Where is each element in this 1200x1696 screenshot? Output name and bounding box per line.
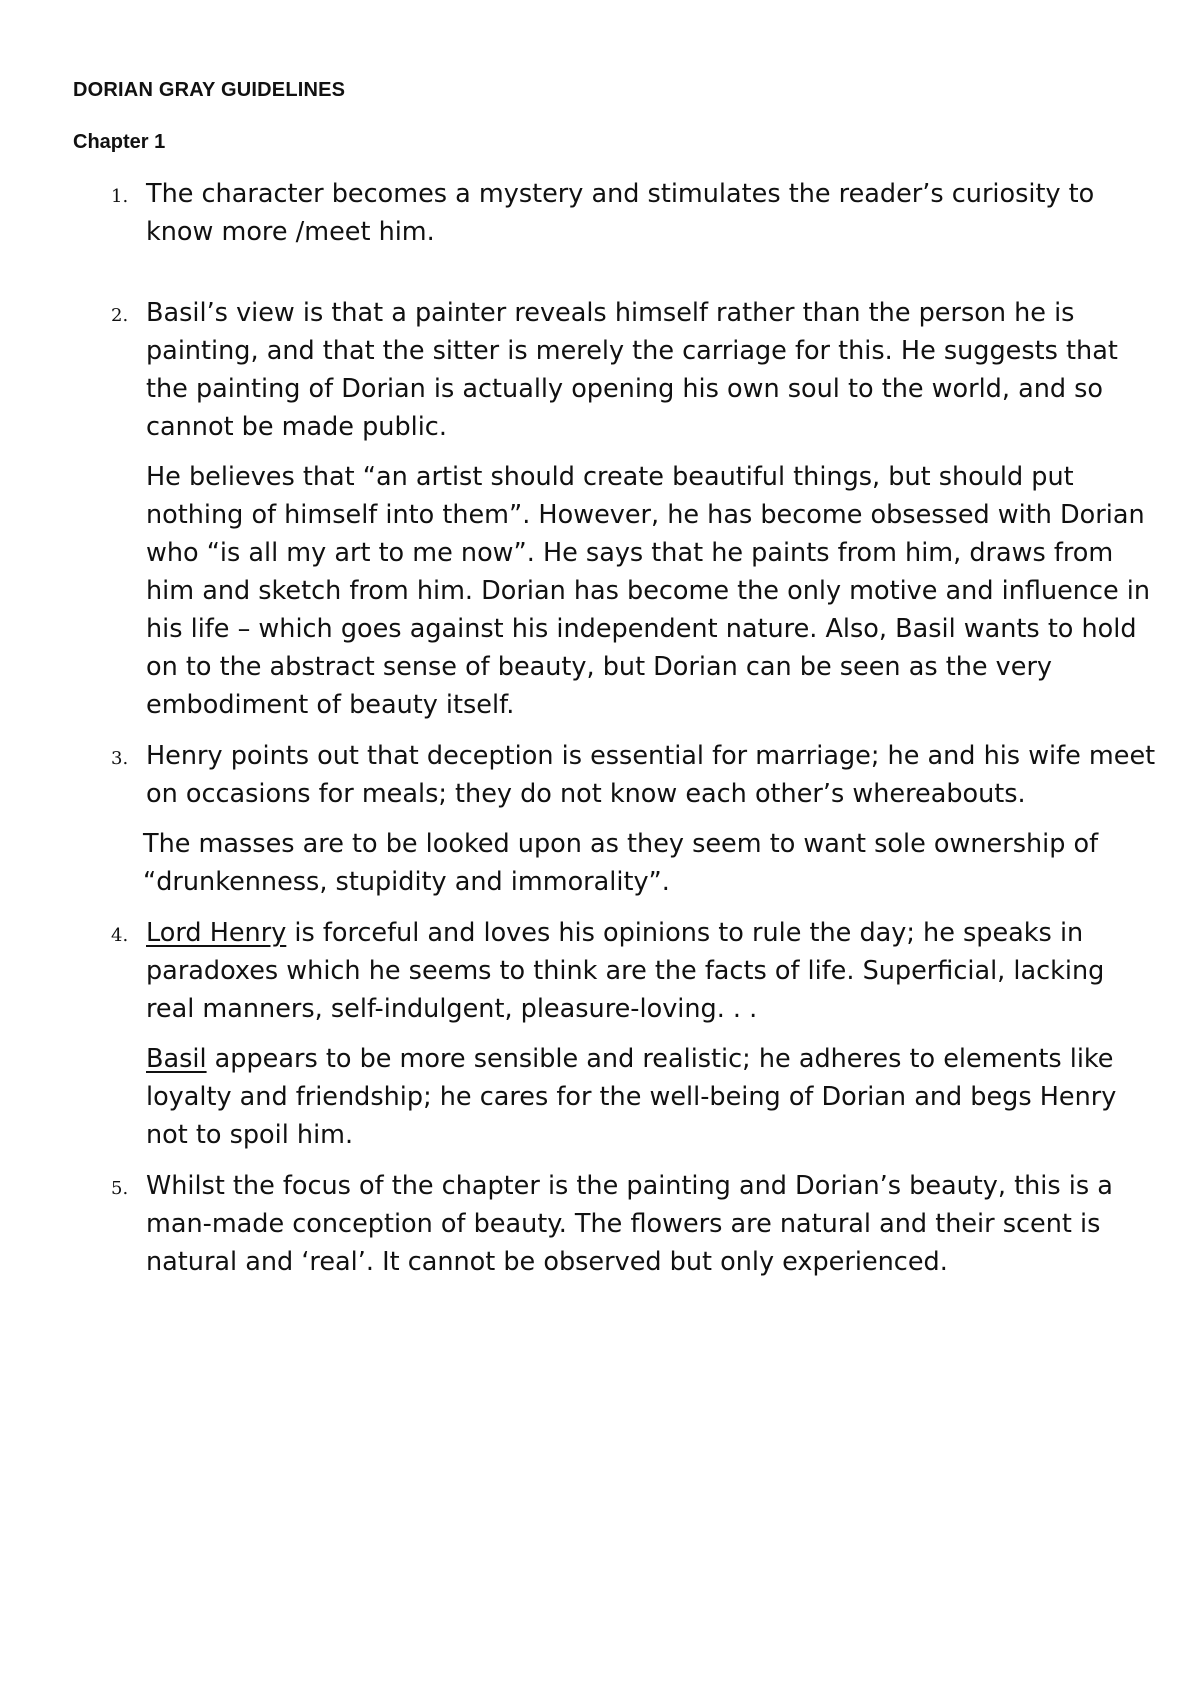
- item-paragraph: He believes that “an artist should create beautiful things, but should put nothing of himself into them”. However, he has become obsessed with Dorian who “is all my art to me now”. He says that he paints from him, draws from him and sketch from him. Dorian has become the only motive and influence in his life – which goes against his independent nature. Also, Basil wants to hold on to the abstract sense of beauty, but Dorian can be seen as the very embodiment of beauty itself.: [146, 462, 1151, 720]
- item-paragraph: Henry points out that deception is essential for marriage; he and his wife meet on occasions for meals; they do not know each other’s whereabouts.: [146, 741, 1156, 809]
- document-title: DORIAN GRAY GUIDELINES: [73, 79, 346, 101]
- list-item-2: [0, 294, 1200, 724]
- underlined-name-lord-henry: Lord Henry: [146, 918, 287, 948]
- item-paragraph: [146, 914, 1156, 1028]
- item-paragraph: The character becomes a mystery and stimulates the reader’s curiosity to know more /meet him.: [146, 179, 1095, 247]
- list-item-3: [0, 737, 1200, 901]
- item-number: 1.: [111, 186, 129, 207]
- item-paragraph: Basil’s view is that a painter reveals himself rather than the person he is painting, and that the sitter is merely the carriage for this. He suggests that the painting of Dorian is actually opening his own soul to the world, and so cannot be made public.: [146, 298, 1118, 442]
- list-item-5: [0, 1167, 1200, 1281]
- guidelines-list: [0, 175, 1200, 1294]
- item-paragraph: Whilst the focus of the chapter is the painting and Dorian’s beauty, this is a man-made conception of beauty. The flowers are natural and their scent is natural and ‘real’. It cannot be observed but only experienced.: [146, 1171, 1113, 1277]
- item-number: 4.: [111, 925, 129, 946]
- item-paragraph: [146, 1040, 1156, 1154]
- item-number: 3.: [111, 748, 129, 769]
- list-item-4: [0, 914, 1200, 1154]
- underlined-name-basil: Basil: [146, 1044, 207, 1074]
- item-number: 2.: [111, 305, 129, 326]
- item-paragraph: The masses are to be looked upon as they seem to want sole ownership of “drunkenness, stupidity and immorality”.: [143, 829, 1099, 897]
- chapter-heading: Chapter 1: [73, 131, 166, 153]
- paragraph-text: appears to be more sensible and realistic; he adheres to elements like loyalty and friendship; he cares for the well-being of Dorian and begs Henry not to spoil him.: [146, 1044, 1117, 1150]
- item-number: 5.: [111, 1178, 129, 1199]
- paragraph-text: is forceful and loves his opinions to rule the day; he speaks in paradoxes which he seems to think are the facts of life. Superficial, lacking real manners, self-indulgent, pleasure-loving. . .: [146, 918, 1105, 1024]
- list-item-1: [0, 175, 1200, 251]
